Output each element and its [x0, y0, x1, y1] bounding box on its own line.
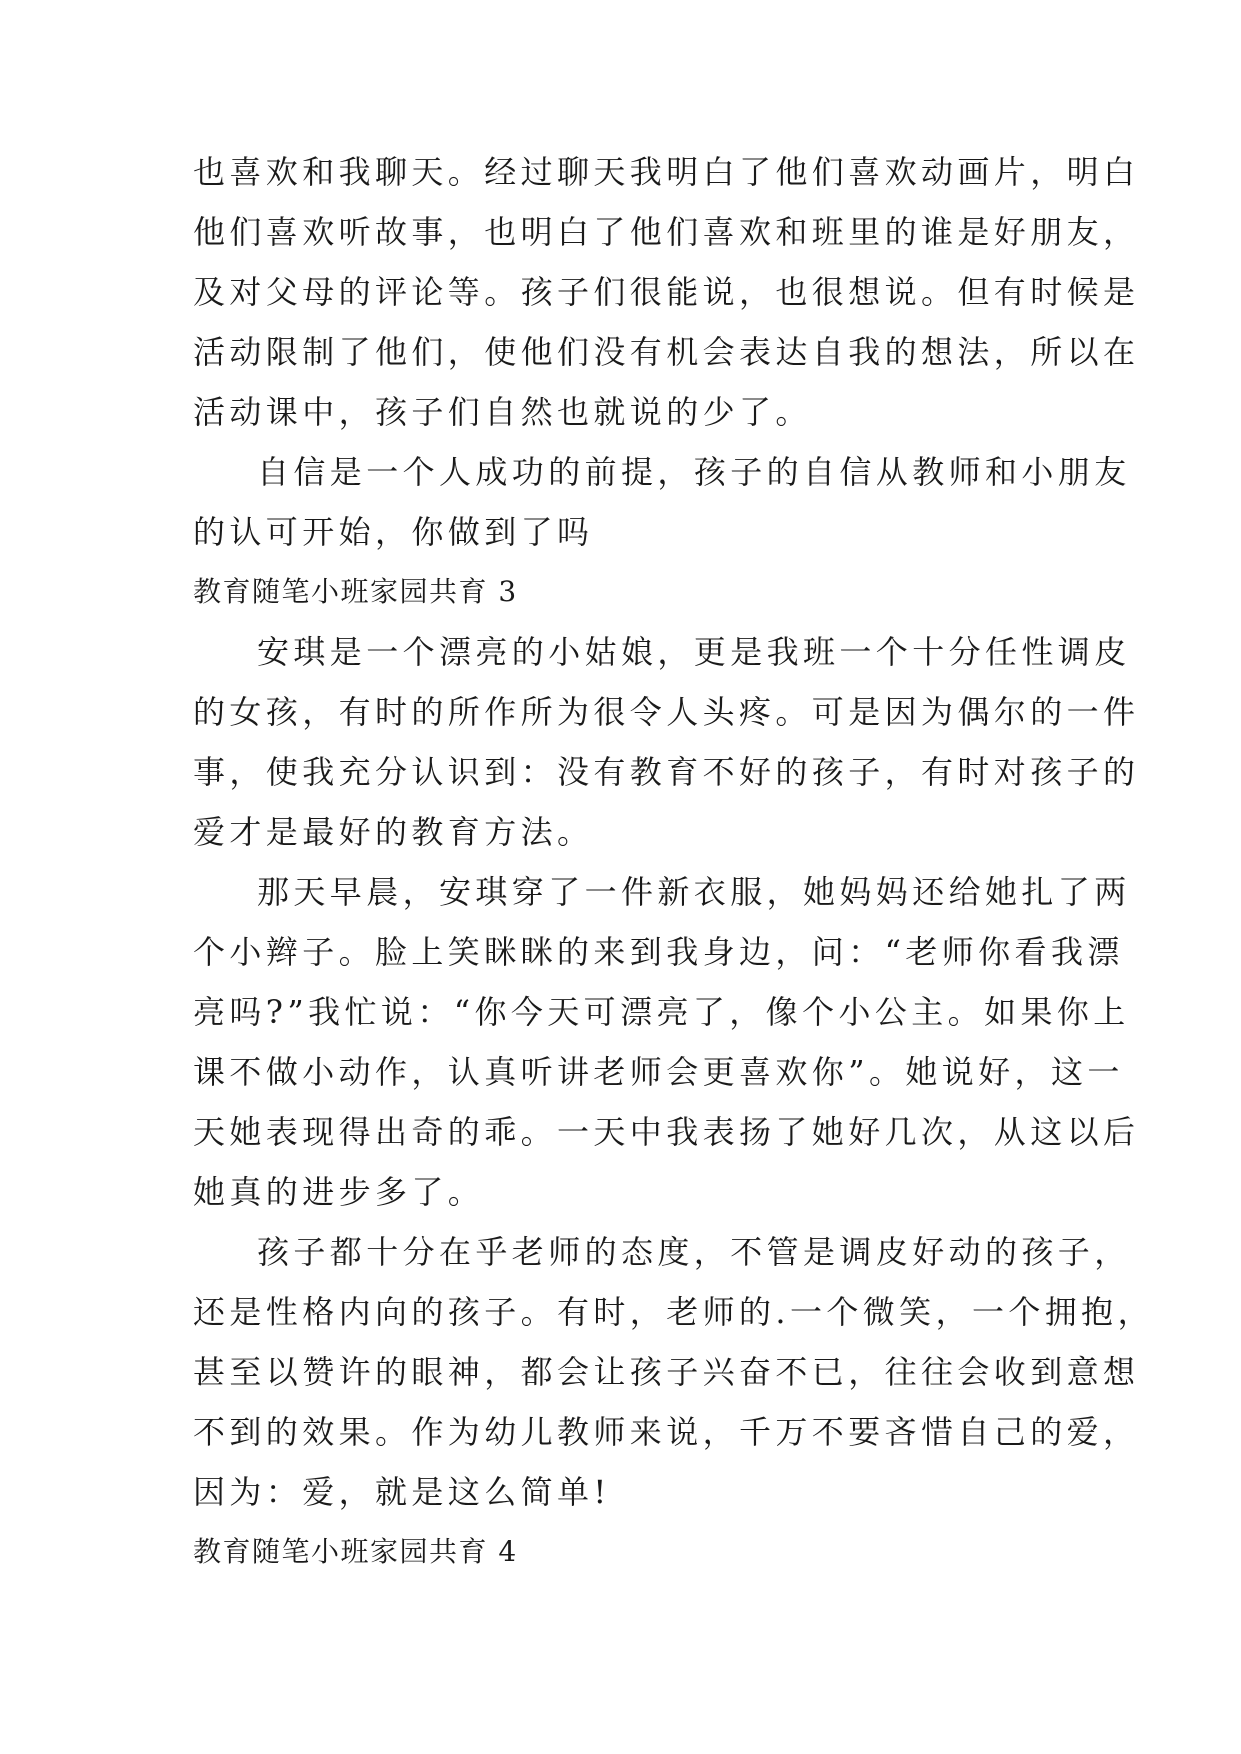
paragraph-line: 因为：爱，就是这么简单!: [193, 1473, 611, 1511]
paragraph: [193, 142, 1140, 442]
paragraph: [193, 622, 1140, 862]
paragraph-line: 爱才是最好的教育方法。: [193, 813, 594, 851]
paragraph-line: 孩子都十分在乎老师的态度，不管是调皮好动的孩子，: [257, 1233, 1131, 1271]
paragraph-line: 活动课中，孩子们自然也就说的少了。: [193, 393, 812, 431]
paragraph-line: 个小辫子。脸上笑眯眯的来到我身边，问：“老师你看我漂: [193, 933, 1124, 971]
section-heading: 教育随笔小班家园共育 3: [193, 575, 518, 608]
paragraph-line: 亮吗?”我忙说：“你今天可漂亮了，像个小公主。如果你上: [193, 993, 1130, 1031]
paragraph-line: 不到的效果。作为幼儿教师来说，千万不要吝惜自己的爱，: [193, 1413, 1140, 1451]
paragraph-line: 事，使我充分认识到：没有教育不好的孩子，有时对孩子的: [193, 753, 1140, 791]
paragraph-line: 安琪是一个漂亮的小姑娘，更是我班一个十分任性调皮: [257, 633, 1131, 671]
paragraph-line: 还是性格内向的孩子。有时，老师的.一个微笑，一个拥抱，: [193, 1293, 1154, 1331]
paragraph-line: 也喜欢和我聊天。经过聊天我明白了他们喜欢动画片，明白: [193, 153, 1140, 191]
paragraph: [193, 862, 1140, 1222]
paragraph-line: 他们喜欢听故事，也明白了他们喜欢和班里的谁是好朋友，: [193, 213, 1140, 251]
paragraph-line: 自信是一个人成功的前提，孩子的自信从教师和小朋友: [257, 453, 1131, 491]
paragraph: [193, 442, 1131, 562]
paragraph: [193, 1222, 1154, 1522]
paragraph-line: 的认可开始，你做到了吗: [193, 513, 594, 551]
paragraph-line: 那天早晨，安琪穿了一件新衣服，她妈妈还给她扎了两: [257, 873, 1131, 911]
paragraph-line: 及对父母的评论等。孩子们很能说，也很想说。但有时候是: [193, 273, 1140, 311]
paragraph-line: 课不做小动作，认真听讲老师会更喜欢你”。她说好，这一: [193, 1053, 1124, 1091]
section-heading: 教育随笔小班家园共育 4: [193, 1535, 518, 1568]
paragraph-line: 活动限制了他们，使他们没有机会表达自我的想法，所以在: [193, 333, 1140, 371]
paragraph-line: 她真的进步多了。: [193, 1173, 485, 1211]
paragraph-line: 甚至以赞许的眼神，都会让孩子兴奋不已，往往会收到意想: [193, 1353, 1140, 1391]
paragraph-line: 天她表现得出奇的乖。一天中我表扬了她好几次，从这以后: [193, 1113, 1140, 1151]
paragraph-line: 的女孩，有时的所作所为很令人头疼。可是因为偶尔的一件: [193, 693, 1140, 731]
document-body: [193, 142, 1154, 1582]
